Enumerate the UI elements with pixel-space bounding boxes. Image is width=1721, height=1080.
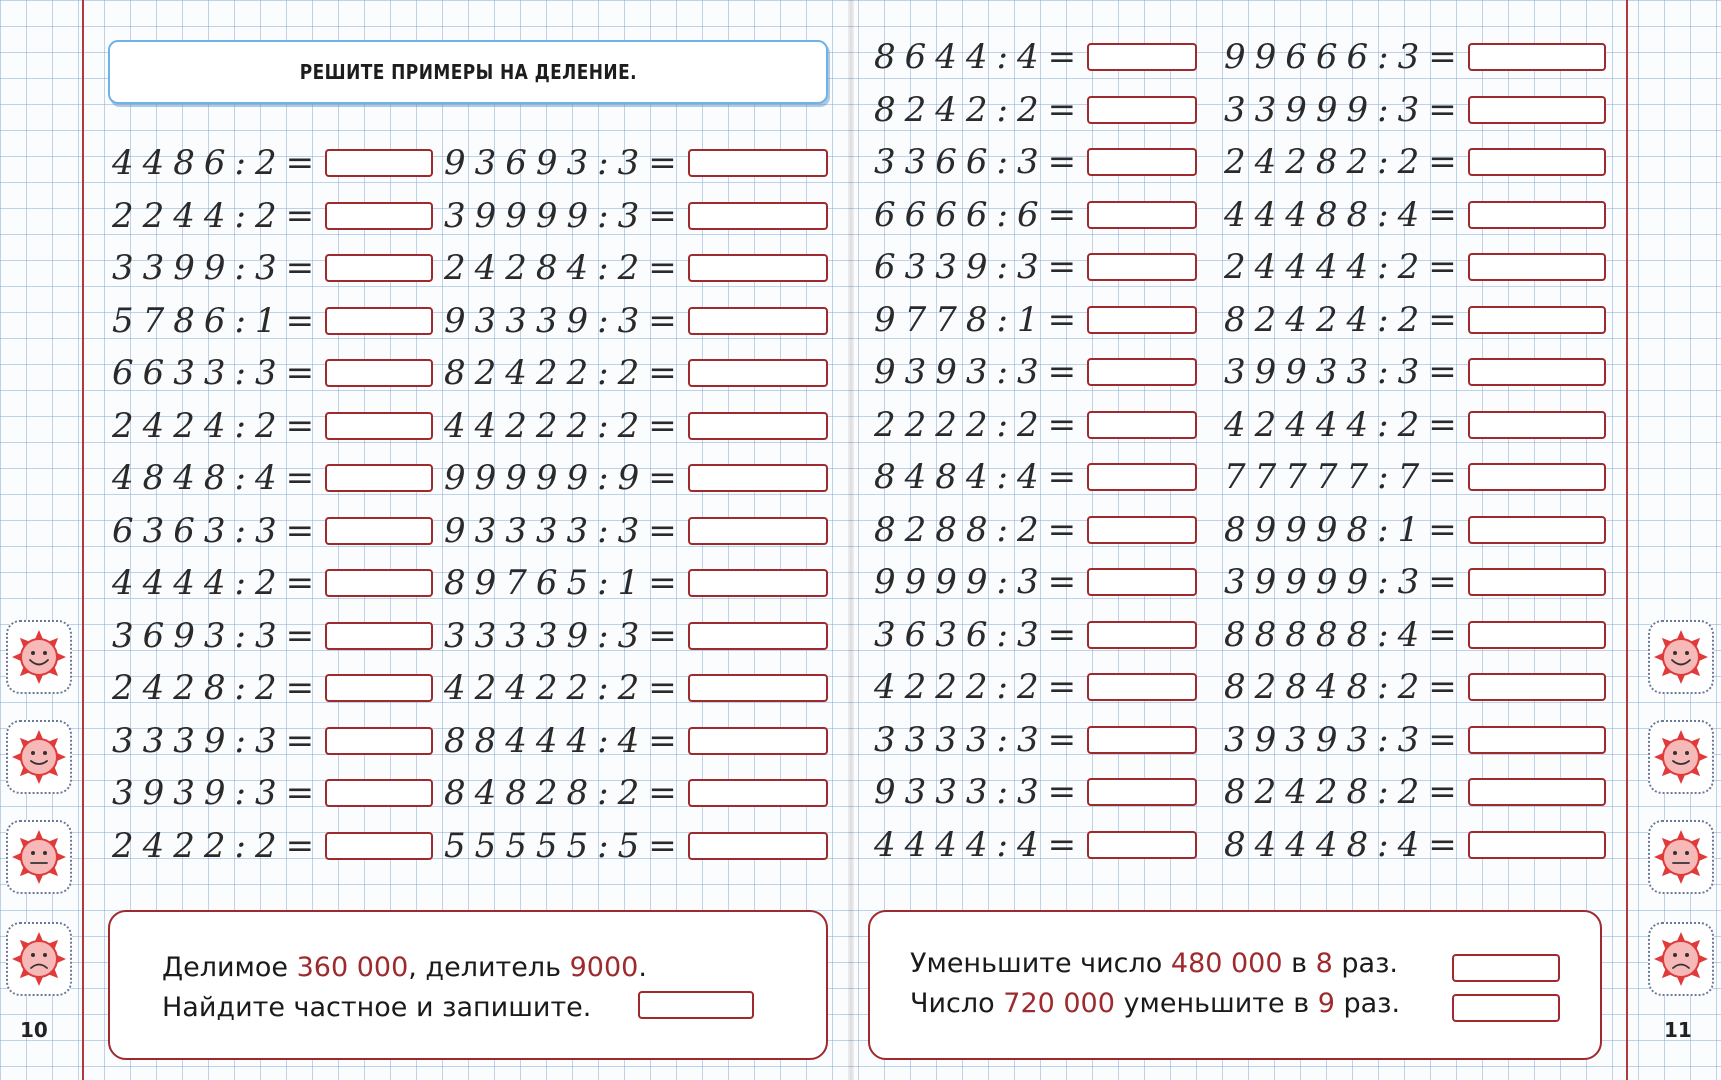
exercise-row — [444, 245, 828, 291]
exercise-row — [112, 665, 433, 711]
exercise-expression: 4848:4= — [112, 458, 324, 498]
answer-box[interactable] — [1468, 778, 1606, 806]
exercise-expression: 88888:4= — [1224, 614, 1466, 655]
mood-sun-left-3[interactable] — [6, 820, 72, 894]
answer-box[interactable] — [688, 412, 828, 440]
exercise-row — [874, 769, 1197, 815]
exercise-row — [112, 613, 433, 659]
exercise-expression: 24282:2= — [1224, 142, 1466, 182]
exercise-row — [444, 718, 828, 764]
answer-box[interactable] — [325, 674, 433, 702]
exercise-expression: 44488:4= — [1224, 194, 1466, 235]
exercise-row — [112, 298, 433, 344]
exercise-row — [1224, 244, 1606, 290]
exercise-expression: 2428:2= — [112, 668, 324, 708]
exercise-row — [1224, 822, 1606, 868]
answer-box[interactable] — [1087, 673, 1197, 701]
exercise-row — [112, 718, 433, 764]
exercise-expression: 33999:3= — [1224, 89, 1466, 130]
exercise-row — [874, 87, 1197, 133]
answer-box[interactable] — [1468, 726, 1606, 754]
answer-box[interactable] — [1087, 148, 1197, 176]
exercise-row — [874, 507, 1197, 553]
exercise-row — [1224, 87, 1606, 133]
answer-box[interactable] — [1468, 568, 1606, 596]
happy-sun-icon — [10, 628, 68, 686]
exercise-expression: 4486:2= — [112, 143, 324, 183]
answer-box[interactable] — [325, 412, 433, 440]
smiling-sun-icon — [1652, 728, 1710, 786]
exercise-expression: 4444:4= — [874, 824, 1086, 865]
answer-box[interactable] — [1087, 831, 1197, 859]
exercise-expression: 3366:3= — [874, 142, 1086, 182]
neutral-sun-icon — [10, 828, 68, 886]
exercise-row — [112, 140, 433, 186]
mood-sun-left-1[interactable] — [6, 620, 72, 694]
exercise-expression: 8288:2= — [874, 509, 1086, 550]
word-problem-right-line-1: Уменьшите число 480 000 в 8 раз. — [910, 948, 1399, 979]
exercise-expression: 3693:3= — [112, 615, 324, 656]
exercise-expression: 2244:2= — [112, 195, 324, 236]
exercise-expression: 2422:2= — [112, 825, 324, 866]
answer-box[interactable] — [1468, 516, 1606, 544]
exercise-row — [112, 193, 433, 239]
exercise-row — [1224, 349, 1606, 395]
exercise-expression: 89998:1= — [1224, 509, 1466, 550]
answer-box[interactable] — [1087, 516, 1197, 544]
sad-sun-icon — [10, 930, 68, 988]
page-number-left: 10 — [20, 1018, 48, 1042]
answer-box[interactable] — [688, 727, 828, 755]
exercise-expression: 84828:2= — [444, 773, 686, 813]
answer-box[interactable] — [1087, 43, 1197, 71]
exercise-row — [112, 403, 433, 449]
answer-box[interactable] — [688, 202, 828, 230]
answer-box[interactable] — [1468, 43, 1606, 71]
answer-box[interactable] — [1468, 96, 1606, 124]
exercise-expression: 24284:2= — [444, 248, 686, 288]
exercise-expression: 4222:2= — [874, 667, 1086, 707]
answer-box[interactable] — [325, 202, 433, 230]
exercise-expression: 99666:3= — [1224, 37, 1466, 77]
exercise-expression: 8484:4= — [874, 457, 1086, 497]
answer-box[interactable] — [1087, 411, 1197, 439]
exercise-row — [1224, 769, 1606, 815]
right-margin-line — [1626, 0, 1628, 1080]
mood-sun-right-1[interactable] — [1648, 620, 1714, 694]
exercise-row — [444, 350, 828, 396]
answer-box[interactable] — [688, 359, 828, 387]
answer-box[interactable] — [1087, 358, 1197, 386]
exercise-expression: 39933:3= — [1224, 352, 1466, 392]
exercise-expression: 9393:3= — [874, 352, 1086, 392]
exercise-row — [874, 402, 1197, 448]
exercise-expression: 82422:2= — [444, 353, 686, 393]
answer-box[interactable] — [1468, 673, 1606, 701]
answer-box[interactable] — [1087, 726, 1197, 754]
mood-sun-right-4[interactable] — [1648, 922, 1714, 996]
exercise-expression: 3339:3= — [112, 720, 324, 761]
answer-box[interactable] — [688, 674, 828, 702]
exercise-expression: 42444:2= — [1224, 404, 1466, 445]
exercise-expression: 9333:3= — [874, 772, 1086, 812]
exercise-expression: 6363:3= — [112, 510, 324, 551]
answer-box[interactable] — [325, 464, 433, 492]
exercise-expression: 2424:2= — [112, 405, 324, 446]
answer-box[interactable] — [325, 569, 433, 597]
exercise-row — [874, 454, 1197, 500]
exercise-row — [1224, 454, 1606, 500]
exercise-row — [874, 34, 1197, 80]
answer-box[interactable] — [1468, 148, 1606, 176]
exercise-expression: 39999:3= — [1224, 562, 1466, 602]
answer-box[interactable] — [325, 727, 433, 755]
mood-sun-left-2[interactable] — [6, 720, 72, 794]
answer-box[interactable] — [1087, 568, 1197, 596]
answer-box[interactable] — [325, 359, 433, 387]
answer-box[interactable] — [325, 307, 433, 335]
word-problem-right-answer-box-2[interactable] — [1452, 994, 1560, 1022]
happy-sun-icon — [1652, 628, 1710, 686]
exercise-row — [112, 508, 433, 554]
exercise-row — [874, 297, 1197, 343]
exercise-expression: 3636:3= — [874, 614, 1086, 655]
book-spine — [848, 0, 854, 1080]
answer-box[interactable] — [1468, 306, 1606, 334]
exercise-row — [1224, 139, 1606, 185]
exercise-row — [874, 612, 1197, 658]
answer-box[interactable] — [325, 517, 433, 545]
exercise-row — [874, 822, 1197, 868]
exercise-row — [874, 664, 1197, 710]
exercise-expression: 93333:3= — [444, 510, 686, 551]
answer-box[interactable] — [1087, 778, 1197, 806]
answer-box[interactable] — [1468, 253, 1606, 281]
exercise-expression: 84448:4= — [1224, 824, 1466, 865]
mood-sun-right-2[interactable] — [1648, 720, 1714, 794]
exercise-expression: 82428:2= — [1224, 772, 1466, 812]
mood-sun-right-3[interactable] — [1648, 820, 1714, 894]
word-problem-left-line-2: Найдите частное и запишите. — [162, 992, 592, 1023]
word-problem-right-answer-box-1[interactable] — [1452, 954, 1560, 982]
exercise-row — [444, 298, 828, 344]
exercise-expression: 6633:3= — [112, 353, 324, 393]
page-number-right: 11 — [1664, 1018, 1692, 1042]
answer-box[interactable] — [325, 779, 433, 807]
exercise-expression: 42422:2= — [444, 668, 686, 708]
exercise-row — [112, 455, 433, 501]
answer-box[interactable] — [1087, 96, 1197, 124]
neutral-sun-icon — [1652, 828, 1710, 886]
answer-box[interactable] — [1087, 463, 1197, 491]
exercise-row — [444, 508, 828, 554]
answer-box[interactable] — [1087, 621, 1197, 649]
answer-box[interactable] — [688, 307, 828, 335]
exercise-expression: 39999:3= — [444, 195, 686, 236]
exercise-expression: 55555:5= — [444, 825, 686, 866]
exercise-row — [444, 560, 828, 606]
exercise-row — [874, 192, 1197, 238]
exercise-expression: 3399:3= — [112, 248, 324, 288]
exercise-expression: 39393:3= — [1224, 719, 1466, 760]
exercise-expression: 33339:3= — [444, 615, 686, 656]
smiling-sun-icon — [10, 728, 68, 786]
exercise-row — [1224, 34, 1606, 80]
exercise-expression: 93693:3= — [444, 143, 686, 183]
word-problem-left-answer-box[interactable] — [638, 991, 754, 1019]
exercise-row — [1224, 507, 1606, 553]
exercise-row — [1224, 192, 1606, 238]
sad-sun-icon — [1652, 930, 1710, 988]
mood-sun-left-4[interactable] — [6, 922, 72, 996]
exercise-expression: 93339:3= — [444, 300, 686, 341]
exercise-expression: 8644:4= — [874, 37, 1086, 77]
exercise-row — [444, 193, 828, 239]
word-problem-right — [868, 910, 1602, 1060]
exercise-row — [112, 350, 433, 396]
exercise-row — [1224, 717, 1606, 763]
answer-box[interactable] — [1468, 358, 1606, 386]
exercise-row — [874, 139, 1197, 185]
answer-box[interactable] — [1087, 306, 1197, 334]
exercise-expression: 8242:2= — [874, 89, 1086, 130]
answer-box[interactable] — [1468, 463, 1606, 491]
answer-box[interactable] — [688, 517, 828, 545]
exercise-row — [444, 665, 828, 711]
exercise-row — [1224, 402, 1606, 448]
exercise-expression: 99999:9= — [444, 458, 686, 498]
exercise-expression: 88444:4= — [444, 720, 686, 761]
answer-box[interactable] — [1468, 831, 1606, 859]
exercise-expression: 4444:2= — [112, 563, 324, 603]
answer-box[interactable] — [688, 622, 828, 650]
answer-box[interactable] — [688, 569, 828, 597]
exercise-row — [444, 455, 828, 501]
exercise-expression: 9778:1= — [874, 299, 1086, 340]
exercise-expression: 24444:2= — [1224, 247, 1466, 287]
answer-box[interactable] — [325, 254, 433, 282]
answer-box[interactable] — [1468, 201, 1606, 229]
exercise-row — [112, 560, 433, 606]
exercise-row — [1224, 612, 1606, 658]
left-margin-line — [82, 0, 84, 1080]
exercise-row — [874, 717, 1197, 763]
answer-box[interactable] — [325, 149, 433, 177]
exercise-expression: 3939:3= — [112, 773, 324, 813]
exercise-expression: 3333:3= — [874, 719, 1086, 760]
instruction-title: РЕШИТЕ ПРИМЕРЫ НА ДЕЛЕНИЕ. — [299, 60, 637, 84]
exercise-expression: 6666:6= — [874, 194, 1086, 235]
exercise-row — [444, 823, 828, 869]
exercise-expression: 2222:2= — [874, 404, 1086, 445]
exercise-row — [1224, 559, 1606, 605]
answer-box[interactable] — [1468, 621, 1606, 649]
exercise-row — [444, 140, 828, 186]
answer-box[interactable] — [1087, 253, 1197, 281]
exercise-row — [444, 770, 828, 816]
exercise-row — [874, 244, 1197, 290]
answer-box[interactable] — [688, 254, 828, 282]
exercise-expression: 44222:2= — [444, 405, 686, 446]
exercise-row — [1224, 297, 1606, 343]
exercise-expression: 82848:2= — [1224, 667, 1466, 707]
word-problem-left — [108, 910, 828, 1060]
exercise-row — [112, 770, 433, 816]
exercise-expression: 6339:3= — [874, 247, 1086, 287]
exercise-expression: 89765:1= — [444, 563, 686, 603]
answer-box[interactable] — [688, 832, 828, 860]
exercise-expression: 9999:3= — [874, 562, 1086, 602]
answer-box[interactable] — [325, 832, 433, 860]
instruction-banner — [108, 40, 828, 104]
exercise-expression: 82424:2= — [1224, 299, 1466, 340]
exercise-row — [1224, 664, 1606, 710]
exercise-row — [874, 349, 1197, 395]
exercise-row — [444, 613, 828, 659]
exercise-row — [112, 245, 433, 291]
exercise-row — [444, 403, 828, 449]
answer-box[interactable] — [688, 464, 828, 492]
answer-box[interactable] — [1087, 201, 1197, 229]
exercise-expression: 5786:1= — [112, 300, 324, 341]
exercise-expression: 77777:7= — [1224, 457, 1466, 497]
exercise-row — [112, 823, 433, 869]
exercise-row — [874, 559, 1197, 605]
word-problem-left-line-1: Делимое 360 000, делитель 9000. — [162, 952, 647, 983]
answer-box[interactable] — [325, 622, 433, 650]
answer-box[interactable] — [1468, 411, 1606, 439]
answer-box[interactable] — [688, 779, 828, 807]
word-problem-right-line-2: Число 720 000 уменьшите в 9 раз. — [910, 988, 1401, 1019]
answer-box[interactable] — [688, 149, 828, 177]
